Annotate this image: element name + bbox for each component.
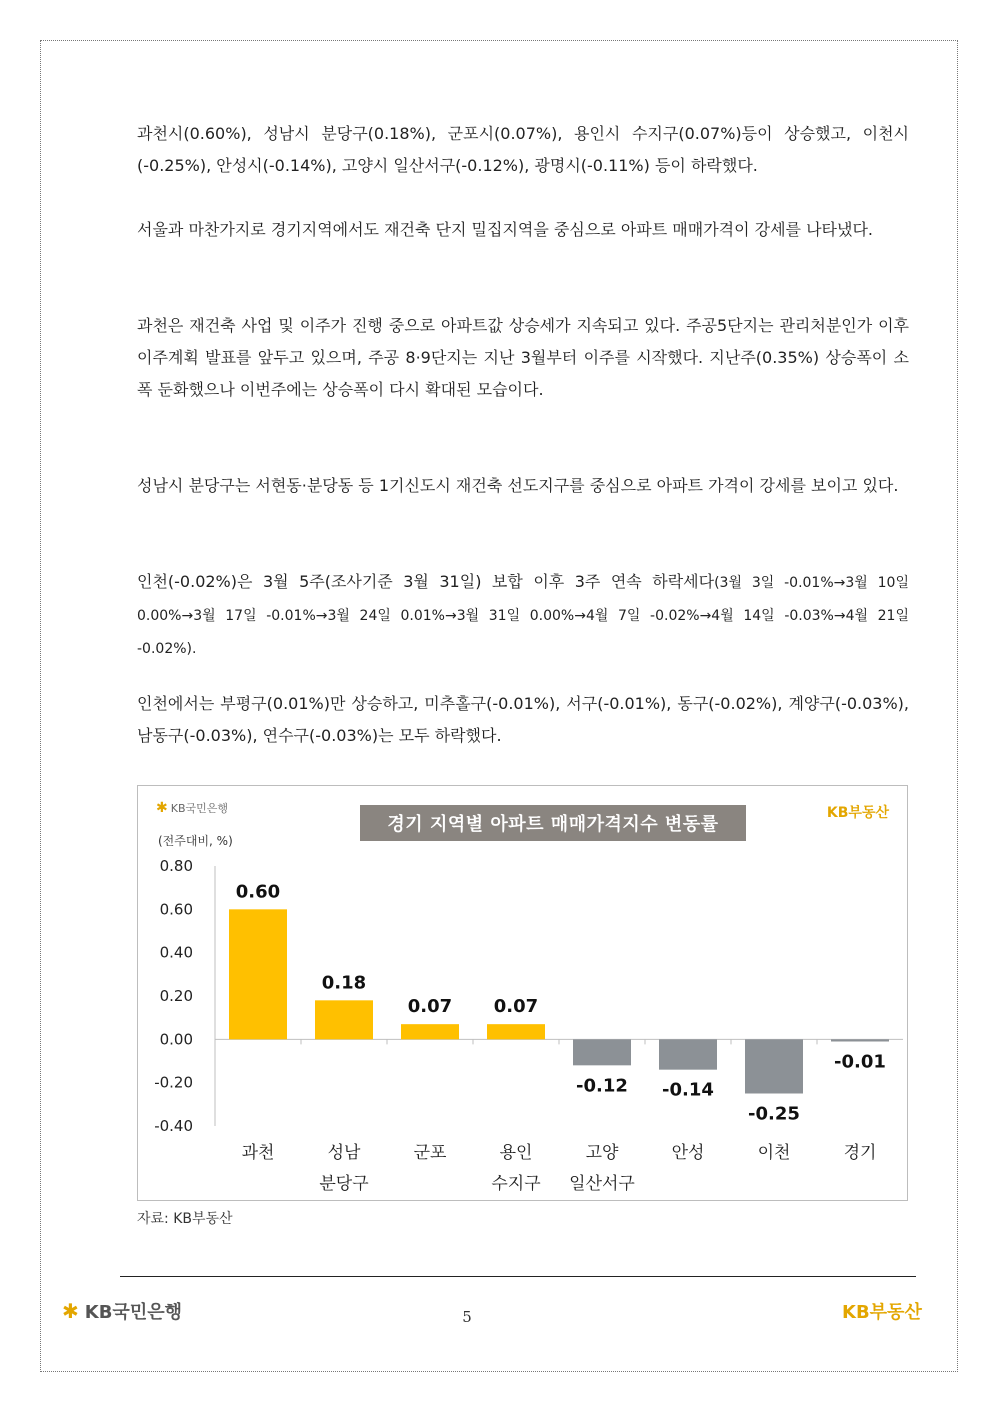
x-category-label: 안성 [671,1143,705,1163]
kb-star-icon: ✱ [62,1299,79,1323]
x-category-label: 분당구 [319,1174,369,1194]
y-tick-label: 0.00 [159,1030,193,1049]
chart-container [137,785,908,1201]
paragraph-4: 성남시 분당구는 서현동·분당동 등 1기신도시 재건축 선도지구를 중심으로 아파트 가격이 강세를 보이고 있다. [137,476,899,495]
bar [229,909,287,1039]
footer-estate-logo: KB부동산 [842,1302,922,1323]
chart-bank-logo-text: KB국민은행 [170,802,228,815]
paragraph-3: 과천은 재건축 사업 및 이주가 진행 중으로 아파트값 상승세가 지속되고 있다. 주공5단지는 관리처분인가 이후 이주계획 발표를 앞두고 있으며, 주공 8·9단지는 지난 3월부터 이주를 시작했다. 지난주(0.35%) 상승폭이 소폭 둔화했으나 이번주에는 상승폭이 다시 확대된 모습이다. [137,316,909,399]
x-category-label: 군포 [413,1143,447,1163]
paragraph-2: 서울과 마찬가지로 경기지역에서도 재건축 단지 밀집지역을 중심으로 아파트 매매가격이 강세를 나타냈다. [137,220,874,239]
data-label: 0.60 [235,881,281,903]
bar [315,1000,373,1039]
data-label: -0.01 [834,1051,886,1073]
bar [745,1039,803,1093]
page-number: 5 [462,1308,472,1326]
x-category-label: 성남 [327,1143,361,1163]
x-category-label: 경기 [843,1143,877,1163]
paragraph-incheon [137,566,909,665]
y-tick-label: 0.80 [159,857,193,875]
data-label: 0.07 [407,996,453,1018]
bar [401,1024,459,1039]
x-category-label: 이천 [757,1143,791,1163]
y-tick-label: 0.20 [159,987,193,1005]
data-label: -0.12 [576,1075,628,1097]
kb-star-icon: ✱ [156,800,168,816]
data-label: 0.07 [493,996,539,1018]
bar [831,1039,889,1041]
chart-unit-label: (전주대비, %) [158,834,233,848]
bar [573,1039,631,1065]
footer-divider [120,1276,916,1277]
bar-chart [138,786,907,1200]
y-tick-label: -0.20 [154,1073,193,1092]
chart-estate-logo: KB부동산 [826,805,889,821]
y-tick-label: 0.60 [159,900,193,919]
data-label: -0.14 [662,1079,714,1101]
bar [487,1024,545,1039]
chart-title: 경기 지역별 아파트 매매가격지수 변동률 [360,805,746,841]
incheon-detail: (3월 3일 -0.01%→3월 10일 0.00%→3월 17일 -0.01%→3월 24일 0.01%→3월 31일 0.00%→4월 7일 -0.02%→4월 14일 -0.03%→4월 21일 -0.02%). [137,575,909,657]
footer-bank-logo [62,1298,182,1324]
paragraph-5: 인천에서는 부평구(0.01%)만 상승하고, 미추홀구(-0.01%), 서구(-0.01%), 동구(-0.02%), 계양구(-0.03%), 남동구(-0.03%), 연수구(-0.03%)는 모두 하락했다. [137,694,909,745]
x-category-label: 고양 [585,1143,619,1163]
x-category-label: 과천 [241,1143,275,1163]
data-label: -0.25 [748,1103,800,1125]
y-tick-label: 0.40 [159,943,193,962]
y-tick-label: -0.40 [154,1117,193,1135]
incheon-main: 인천(-0.02%)은 3월 5주(조사기준 3월 31일) 보합 이후 3주 연속 하락세다 [137,572,715,591]
data-label: 0.18 [321,972,367,994]
x-category-label: 수지구 [491,1174,541,1194]
paragraph-1: 과천시(0.60%), 성남시 분당구(0.18%), 군포시(0.07%), 용인시 수지구(0.07%)등이 상승했고, 이천시(-0.25%), 안성시(-0.14%), 고양시 일산서구(-0.12%), 광명시(-0.11%) 등이 하락했다. [137,124,909,175]
footer-bank-text: KB국민은행 [84,1302,182,1323]
bar [659,1039,717,1069]
x-category-label: 용인 [499,1143,533,1163]
x-category-label: 일산서구 [569,1174,635,1194]
source-note: 자료: KB부동산 [137,1211,233,1227]
